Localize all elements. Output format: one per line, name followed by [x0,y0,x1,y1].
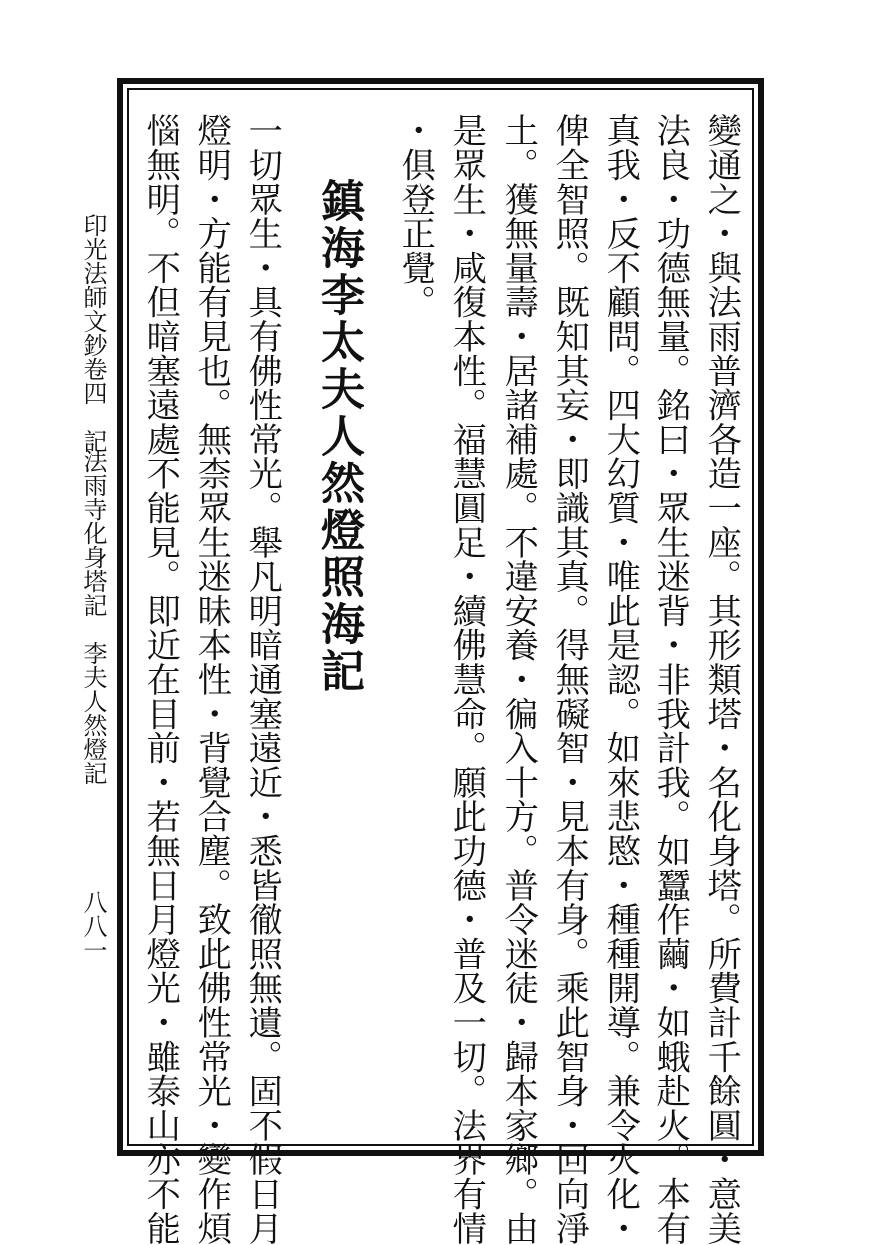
text-column: 法良・功德無量。銘曰・眾生迷背・非我計我。如蠶作繭・如蛾赴火。本有 [650,113,691,1245]
margin-header-book: 印光法師文鈔卷四 記 [79,213,107,453]
page-number: 八八一 [79,890,107,962]
text-column: 一切眾生・具有佛性常光。舉凡明暗通塞遠近・悉皆徹照無遺。固不假日月 [242,113,283,1245]
text-column: 燈明・方能有見也。無柰眾生迷昧本性・背覺合塵。致此佛性常光・變作煩 [191,113,232,1245]
margin-header-section: 法雨寺化身塔記 李夫人然燈記 [79,449,107,785]
article-title: 鎮海李太夫人然燈照海記 [313,178,364,695]
text-column: ・俱登正覺。 [395,113,436,319]
text-column: 惱無明。不但暗塞遠處不能見。即近在目前・若無日月燈光・雖泰山亦不能 [140,113,181,1245]
text-column: 土。獲無量壽・居諸補處。不違安養・徧入十方。普令迷徒・歸本家鄉。由 [498,113,539,1245]
text-column: 變通之・與法雨普濟各造一座。其形類塔・名化身塔。所費計千餘圓・意美 [701,113,742,1245]
text-column: 真我・反不顧問。四大幻質・唯此是認。如來悲愍・種種開導。兼令火化・ [600,113,641,1245]
text-column: 是眾生・咸復本性。福慧圓足・續佛慧命。願此功德・普及一切。法界有情 [446,113,487,1245]
text-column: 俾全智照。既知其妄・即識其真。得無礙智・見本有身。乘此智身・回向淨 [549,113,590,1245]
